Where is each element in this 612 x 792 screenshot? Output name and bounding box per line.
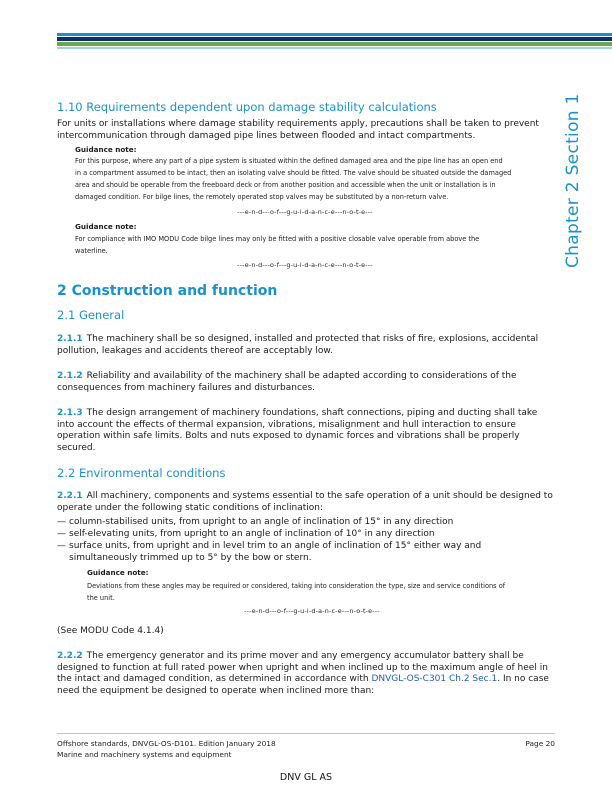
paragraph-number: 2.2.1 <box>57 491 83 501</box>
guidance-note-1-line: in a compartment assumed to be intact, then an isolating valve should be fitted. The valve should be situated outside the damaged <box>75 169 512 177</box>
paragraph-2-1-2 <box>57 371 557 394</box>
chapter-2-heading: 2 Construction and function <box>57 283 278 299</box>
page-number: Page 20 <box>525 739 555 748</box>
paragraph-number: 2.2.2 <box>57 651 83 661</box>
section-1-10-body: For units or installations where damage stability requirements apply, precautions shall be taken to prevent intercommunication through damaged pipe lines between flooded and intact compartments. <box>57 119 539 141</box>
guidance-note-1-line: area and should be operable from the freeboard deck or from another position and accessible when the unit or installation is in <box>75 181 496 189</box>
paragraph-2-1-3 <box>57 408 557 454</box>
bullet-item <box>57 529 557 541</box>
modu-code-reference: (See MODU Code 4.1.4) <box>57 626 164 636</box>
bullet-dash: — <box>57 529 66 539</box>
bullet-text: surface units, from upright and in level trim to an angle of inclination of 15° either way and <box>69 541 482 551</box>
guidance-note-1-line: For this purpose, where any part of a pipe system is situated within the defined damaged area and the pipe line has an open end <box>75 157 503 165</box>
footer-document-title: Offshore standards, DNVGL-OS-D101. Edition January 2018 <box>57 739 276 748</box>
footer-document-subtitle: Marine and machinery systems and equipment <box>57 750 232 759</box>
bullet-item <box>57 517 557 529</box>
standard-reference-link[interactable]: DNVGL-OS-C301 Ch.2 Sec.1 <box>371 674 498 685</box>
paragraph-text-continued: . In no case need the equipment be designed to operate when inclined more than: <box>57 674 549 696</box>
paragraph-text: The design arrangement of machinery foundations, shaft connections, piping and ducting shall take into account the effects of thermal expansion, vibrations, misalignment and hull interaction to ensure operation within safe limits. Bolts and nuts exposed to dynamic forces and vibrations shall be properly secured. <box>57 408 538 453</box>
end-of-guidance-note-1: ---e-n-d---o-f---g-u-i-d-a-n-c-e---n-o-t-e--- <box>237 208 373 216</box>
guidance-note-3-title: Guidance note: <box>87 568 149 577</box>
end-of-guidance-note-2: ---e-n-d---o-f---g-u-i-d-a-n-c-e---n-o-t-e--- <box>237 261 373 269</box>
header-stripe-pale <box>57 47 612 49</box>
guidance-note-1-title: Guidance note: <box>75 145 137 154</box>
paragraph-number: 2.1.2 <box>57 371 83 381</box>
guidance-note-2-line: waterline. <box>75 247 108 255</box>
guidance-note-2-title: Guidance note: <box>75 222 137 231</box>
guidance-note-3-line: the unit. <box>87 594 115 602</box>
bullet-text: self-elevating units, from upright to an angle of inclination of 10° in any direction <box>69 529 435 539</box>
paragraph-number: 2.1.1 <box>57 334 83 344</box>
paragraph-2-1-1 <box>57 334 557 357</box>
environmental-conditions-heading: 2.2 Environmental conditions <box>57 466 226 480</box>
company-name: DNV GL AS <box>279 772 333 783</box>
guidance-note-3-line: Deviations from these angles may be required or considered, taking into consideration the type, size and service conditions of <box>87 582 506 590</box>
bullet-item <box>57 541 557 553</box>
guidance-note-1-line: damaged condition. For bilge lines, the remotely operated stop valves may be substituted by a non-return valve. <box>75 193 449 201</box>
section-1-10-heading: 1.10 Requirements dependent upon damage stability calculations <box>57 100 437 114</box>
chapter-section-label: Chapter 2 Section 1 <box>563 93 583 268</box>
bullet-dash: — <box>57 517 66 527</box>
header-stripe-blue <box>57 33 612 36</box>
paragraph-text: All machinery, components and systems essential to the safe operation of a unit should be designed to operate under the following static conditions of inclination: <box>57 491 553 513</box>
paragraph-text: Reliability and availability of the machinery shall be adapted according to considerations of the consequences from machinery failures and disturbances. <box>57 371 517 393</box>
paragraph-text: The emergency generator and its prime mover and any emergency accumulator battery shall be designed to function at full rated power when upright and when inclined up to the maximum angle of heel in the intact and damaged condition, as determined in accordance with <box>57 651 548 685</box>
bullet-text: column-stabilised units, from upright to an angle of inclination of 15° in any direction <box>69 517 454 527</box>
general-heading: 2.1 General <box>57 308 125 322</box>
paragraph-number: 2.1.3 <box>57 408 83 418</box>
paragraph-2-2-1 <box>57 491 557 514</box>
bullet-dash: — <box>57 541 66 551</box>
paragraph-text: The machinery shall be so designed, installed and protected that risks of fire, explosions, accidental pollution, leakages and accidents thereof are acceptably low. <box>57 334 539 356</box>
paragraph-2-2-2 <box>57 651 557 697</box>
footer-divider <box>57 733 555 734</box>
guidance-note-2-line: For compliance with IMO MODU Code bilge lines may only be fitted with a positive closable valve operable from above the <box>75 235 480 243</box>
end-of-guidance-note-3: ---e-n-d---o-f---g-u-i-d-a-n-c-e---n-o-t-e--- <box>244 607 380 615</box>
bullet-item-continuation <box>57 553 569 565</box>
header-stripe-navy <box>57 37 612 41</box>
header-stripe-green <box>57 42 612 46</box>
bullet-text: simultaneously trimmed up to 5° by the bow or stern. <box>69 553 312 563</box>
